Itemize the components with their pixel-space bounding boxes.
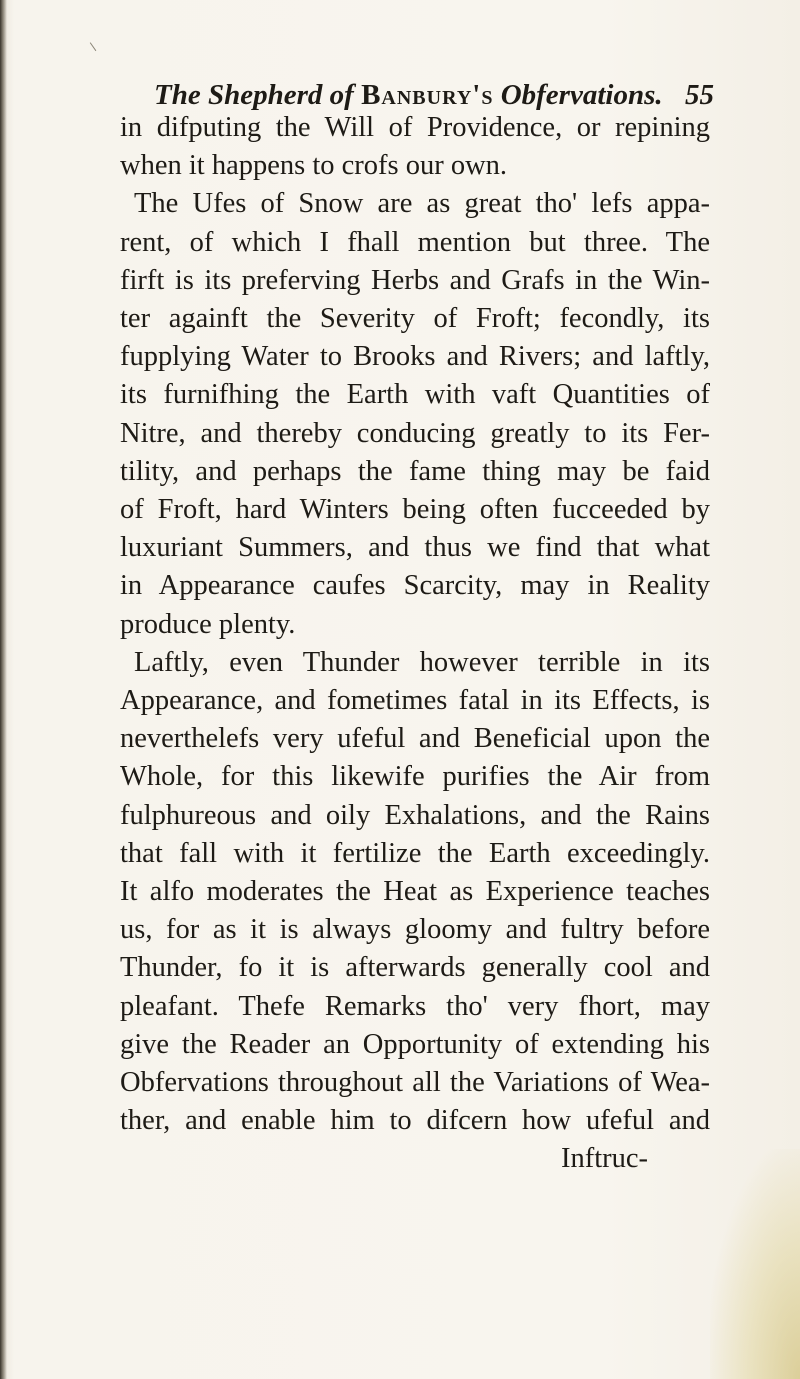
text-line: us, for as it is always gloomy and fultry before	[120, 914, 710, 946]
text-line: tility, and perhaps the fame thing may be faid	[120, 455, 710, 487]
text-line: in Appearance caufes Scarcity, may in Reality	[120, 570, 710, 602]
text-line: produce plenty.	[120, 608, 296, 640]
text-line: give the Reader an Opportunity of extending his	[120, 1028, 710, 1060]
text-line: The Ufes of Snow are as great tho' lefs appa-	[134, 188, 710, 220]
text-line: ther, and enable him to difcern how ufeful and	[120, 1105, 710, 1137]
text-line: Laftly, even Thunder however terrible in its	[134, 646, 710, 678]
page-number: 55	[685, 79, 714, 111]
text-line: neverthelefs very ufeful and Beneficial upon the	[120, 723, 710, 755]
text-line: Whole, for this likewife purifies the Air from	[120, 761, 710, 793]
text-line: luxuriant Summers, and thus we find that what	[120, 532, 710, 564]
text-line: firft is its preferving Herbs and Grafs in the Win-	[120, 264, 710, 296]
text-line: in difputing the Will of Providence, or repining	[120, 112, 710, 143]
foxing-stain	[710, 1149, 800, 1379]
text-line: that fall with it fertilize the Earth exceedingly.	[120, 837, 710, 869]
body-text	[120, 109, 710, 1179]
text-line: fupplying Water to Brooks and Rivers; and laftly,	[120, 341, 710, 373]
page-gutter-shadow	[0, 0, 7, 1379]
text-line: Nitre, and thereby conducing greatly to its Fer-	[120, 417, 710, 449]
text-line: its furnifhing the Earth with vaft Quantities of	[120, 379, 710, 411]
text-line: fulphureous and oily Exhalations, and the Rains	[120, 799, 710, 831]
text-line: Obfervations throughout all the Variations of Wea-	[120, 1067, 710, 1099]
ink-mark	[90, 0, 104, 14]
text-line: It alfo moderates the Heat as Experience teaches	[120, 876, 710, 908]
header-title-part: Obfervations.	[493, 79, 663, 111]
header-title-part: of	[322, 79, 362, 111]
header-title-caps: Banbury's	[361, 79, 494, 111]
text-line: of Froft, hard Winters being often fucceeded by	[120, 494, 710, 526]
catchword: Inftruc-	[560, 1143, 648, 1175]
text-line: when it happens to crofs our own.	[120, 150, 508, 182]
text-line: ter againft the Severity of Froft; fecondly, its	[120, 303, 710, 335]
text-line: Thunder, fo it is afterwards generally cool and	[120, 952, 710, 984]
pencil-tick	[90, 39, 101, 51]
text-line: Appearance, and fometimes fatal in its Effects, is	[120, 685, 710, 717]
header-title-part: The Shepherd	[154, 79, 323, 111]
text-line: rent, of which I fhall mention but three. The	[120, 226, 710, 258]
text-line: pleafant. Thefe Remarks tho' very fhort, may	[120, 990, 710, 1022]
